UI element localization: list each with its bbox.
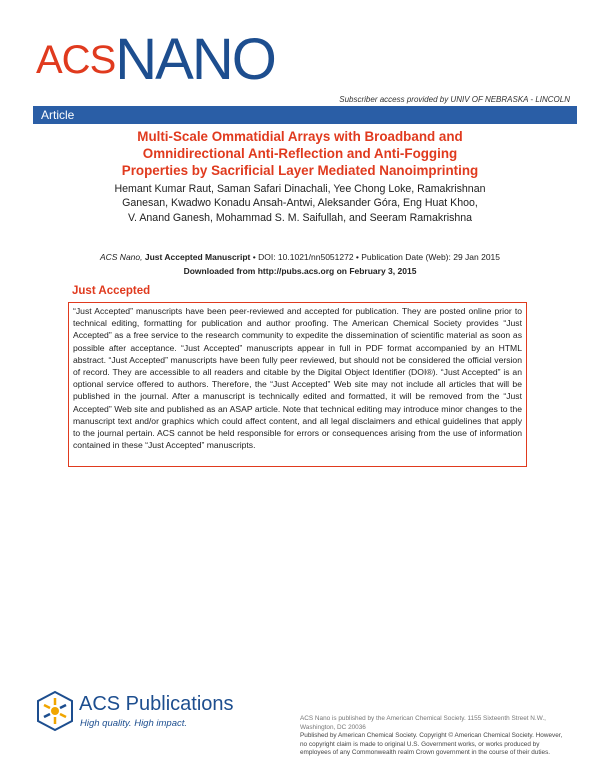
download-note: Downloaded from http://pubs.acs.org on February 3, 2015 <box>183 266 417 276</box>
journal-logo <box>36 27 275 92</box>
footer-notice <box>300 715 570 758</box>
publications-name: ACS Publications <box>79 693 234 715</box>
author-line: Ganesan, Kwadwo Konadu Ansah-Antwi, Aleksander Góra, Eng Huat Khoo, <box>122 197 478 210</box>
article-bar <box>33 106 577 124</box>
copyright-notice: Published by American Chemical Society. Copyright © American Chemical Society. However, no copyright claim is made to original U.S. Government works, or works produced by employees of any Commonwealth realm Crown government in the course of their duties. <box>300 732 563 757</box>
title-line: Omnidirectional Anti-Reflection and Anti-Fogging <box>142 146 458 161</box>
publications-tagline: High quality. High impact. <box>80 718 188 729</box>
logo-nano-text: NANO <box>115 27 275 92</box>
author-line: Hemant Kumar Raut, Saman Safari Dinachali, Yee Chong Loke, Ramakrishnan <box>114 183 486 195</box>
author-list <box>60 182 540 225</box>
author-line: V. Anand Ganesh, Mohammad S. M. Saifullah, and Seeram Ramakrishna <box>127 211 473 224</box>
title-line: Multi-Scale Ommatidial Arrays with Broadband and <box>137 129 463 144</box>
subscriber-note: Subscriber access provided by UNIV OF NEBRASKA - LINCOLN <box>339 95 570 104</box>
just-accepted-heading: Just Accepted <box>72 285 151 297</box>
manuscript-status: Just Accepted Manuscript <box>144 252 251 262</box>
publisher-address: ACS Nano is published by the American Chemical Society. 1155 Sixteenth Street N.W., Washington, DC 20036 <box>300 715 546 731</box>
publication-info <box>60 252 540 262</box>
just-accepted-box <box>68 302 527 467</box>
article-label: Article <box>41 108 75 122</box>
doi-and-date: • DOI: 10.1021/nn5051272 • Publication Date (Web): 29 Jan 2015 <box>252 252 501 262</box>
acs-hexagon-icon <box>34 690 76 732</box>
acs-publications-logo <box>34 690 284 740</box>
journal-name: ACS Nano, <box>99 252 143 262</box>
article-title <box>60 128 540 179</box>
logo-acs-text: ACS <box>36 38 116 82</box>
just-accepted-text: “Just Accepted” manuscripts have been peer-reviewed and accepted for publication. They are posted online prior to technical editing, formatting for publication and author proofing. The American Chemical Society provides “Just Accepted” as a free service to the research community to expedite the dissemination of scientific material as soon as possible after acceptance. “Just Accepted” manuscripts appear in full in PDF format accompanied by an HTML abstract. “Just Accepted” manuscripts have been fully peer reviewed, but should not be considered the official version of record. They are accessible to all readers and citable by the Digital Object Identifier (DOI®). “Just Accepted” is an optional service offered to authors. Therefore, the “Just Accepted” Web site may not include all articles that will be published in the journal. After a manuscript is technically edited and formatted, it will be removed from the “Just Accepted” Web site and published as an ASAP article. Note that technical editing may introduce minor changes to the manuscript text and/or graphics which could affect content, and all legal disclaimers and ethical guidelines that apply to the journal pertain. ACS cannot be held responsible for errors or consequences arising from the use of information contained in these “Just Accepted” manuscripts. <box>73 306 522 451</box>
title-line: Properties by Sacrificial Layer Mediated Nanoimprinting <box>121 163 479 178</box>
